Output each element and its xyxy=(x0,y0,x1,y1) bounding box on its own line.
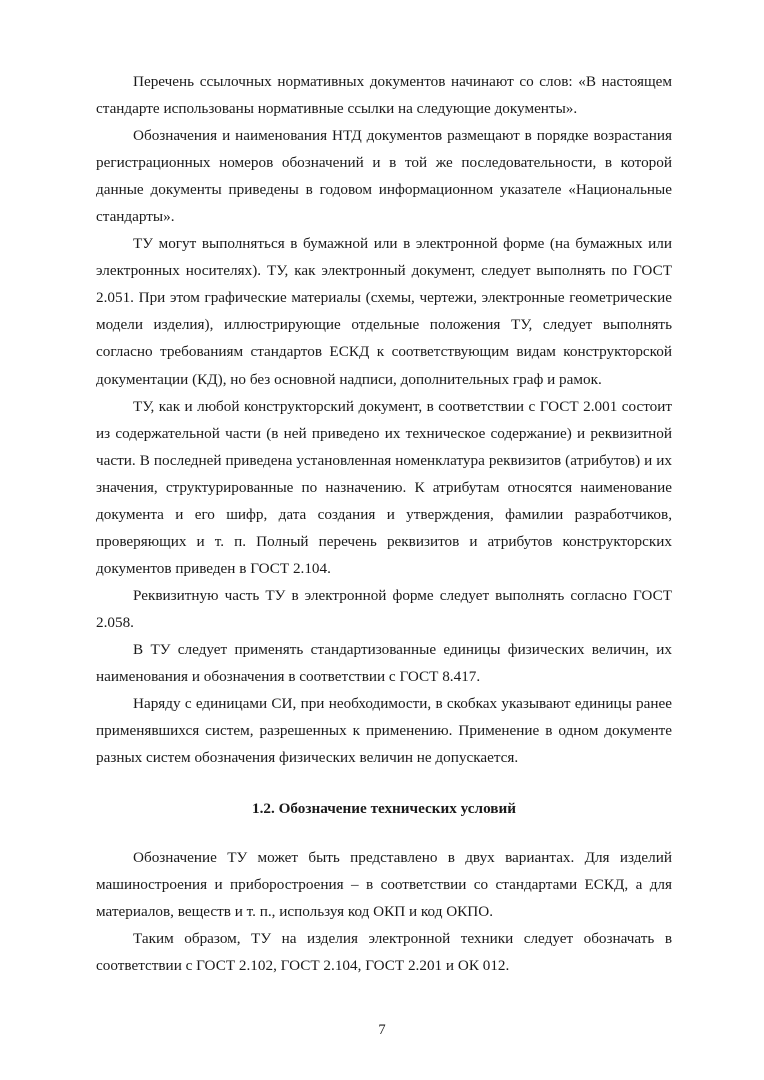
paragraph: Обозначение ТУ может быть представлено в двух вариантах. Для изделий машиностроения и приборостроения – в соответствии со стандартами ЕСКД, а для материалов, веществ и т. п., используя код ОКП и код ОКПО. xyxy=(96,848,672,920)
paragraph: Обозначения и наименования НТД документов размещают в порядке возрастания регистрационных номеров обозначений и в той же последовательности, в которой данные документы приведены в годовом информационном указателе «Национальные стандарты». xyxy=(96,127,672,226)
text-block-bottom xyxy=(96,844,672,979)
paragraph: Реквизитную часть ТУ в электронной форме следует выполнять согласно ГОСТ 2.058. xyxy=(96,586,672,631)
paragraph: ТУ могут выполняться в бумажной или в электронной форме (на бумажных или электронных носителях). ТУ, как электронный документ, следует выполнять по ГОСТ 2.051. При этом графические материалы (схемы, чертежи, электронные геометрические модели изделия), иллюстрирующие отдельные положения ТУ, следует выполнять согласно требованиям стандартов ЕСКД к соответствующим видам конструкторской документации (КД), но без основной надписи, дополнительных граф и рамок. xyxy=(96,235,672,388)
paragraph: ТУ, как и любой конструкторский документ, в соответствии с ГОСТ 2.001 состоит из содержательной части (в ней приведено их техническое содержание) и реквизитной части. В последней приведена установленная номенклатура реквизитов (атрибутов) и их значения, структурированные по назначению. К атрибутам относятся наименование документа и его шифр, дата создания и утверждения, фамилии разработчиков, проверяющих и т. п. Полный перечень реквизитов и атрибутов конструкторских документов приведен в ГОСТ 2.104. xyxy=(96,397,672,577)
text-block-top xyxy=(96,68,672,771)
section-heading: 1.2. Обозначение технических условий xyxy=(252,800,516,818)
paragraph: В ТУ следует применять стандартизованные единицы физических величин, их наименования и обозначения в соответствии с ГОСТ 8.417. xyxy=(96,640,672,686)
paragraph: Таким образом, ТУ на изделия электронной техники следует обозначать в соответствии с ГОСТ 2.102, ГОСТ 2.104, ГОСТ 2.201 и ОК 012. xyxy=(96,929,672,974)
page-number: 7 xyxy=(378,1022,386,1039)
paragraph: Наряду с единицами СИ, при необходимости, в скобках указывают единицы ранее применявшихся систем, разрешенных к применению. Применение в одном документе разных систем обозначения физических величин не допускается. xyxy=(96,695,672,767)
paragraph: Перечень ссылочных нормативных документов начинают со слов: «В настоящем стандарте использованы нормативные ссылки на следующие документы». xyxy=(96,73,672,118)
